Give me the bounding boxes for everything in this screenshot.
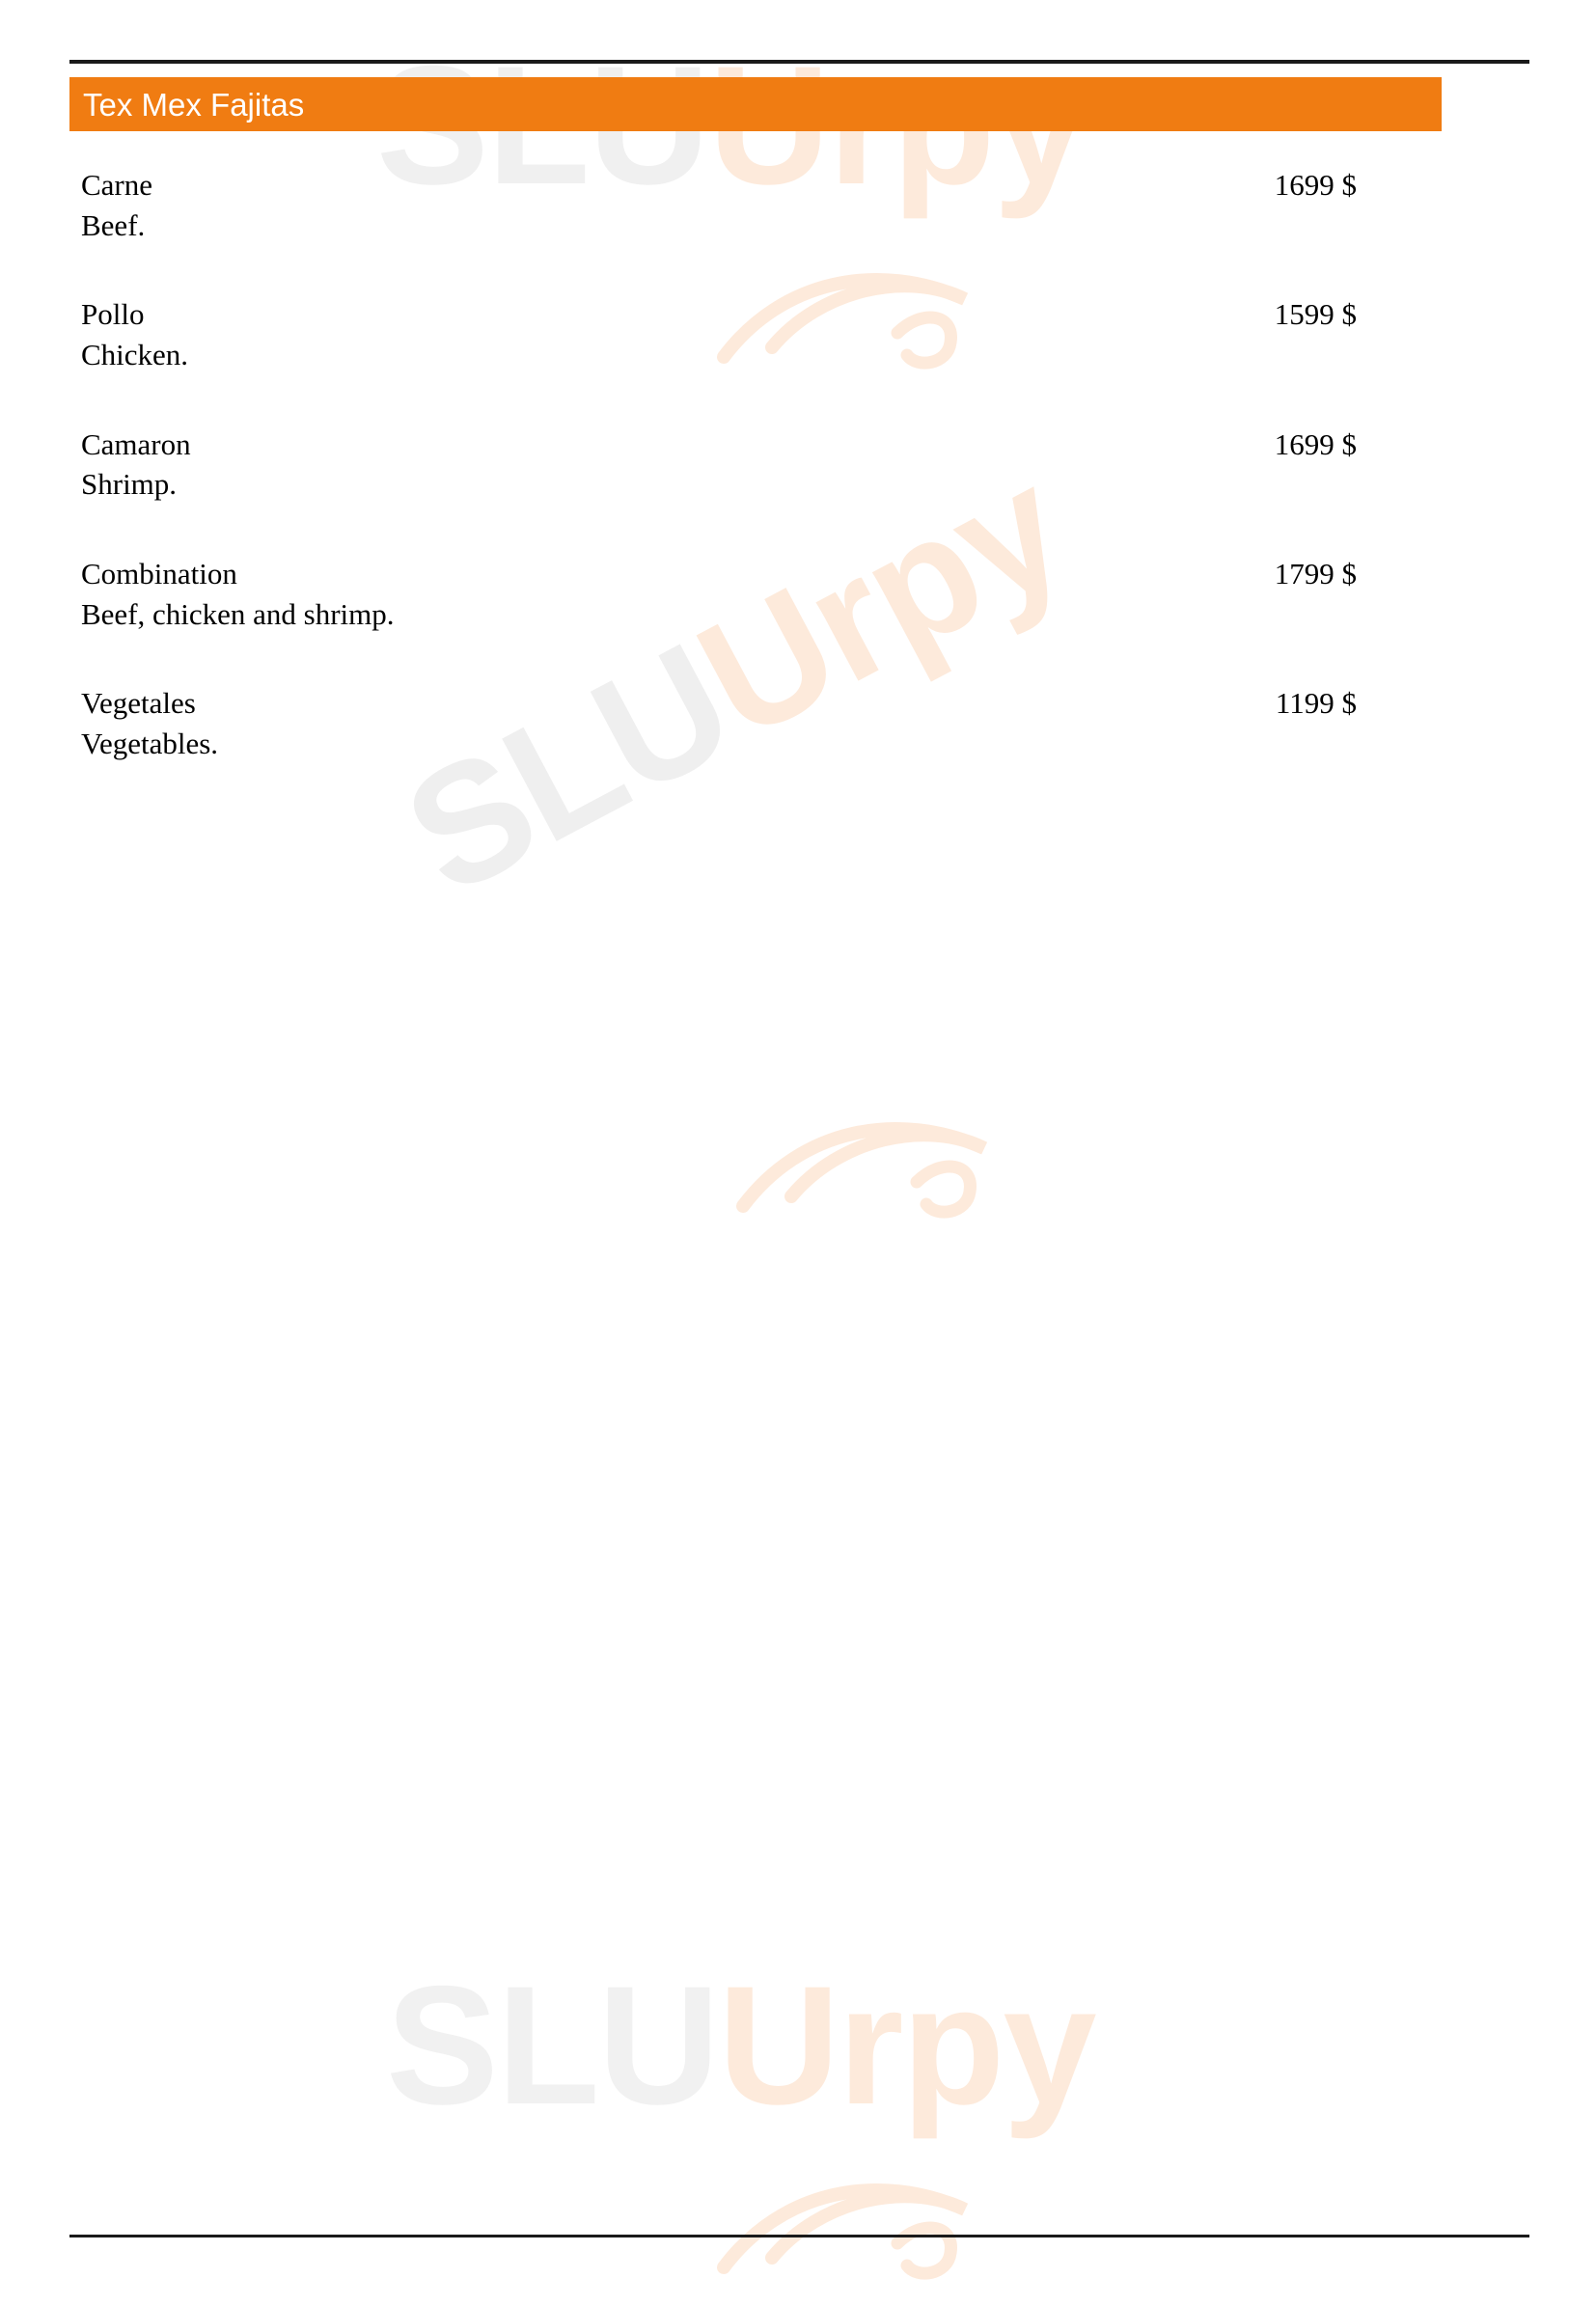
menu-item: [81, 426, 1374, 504]
menu-item-description: Beef, chicken and shrimp.: [81, 596, 395, 631]
menu-item-name: Vegetales: [81, 686, 196, 721]
menu-list: [81, 166, 1374, 814]
menu-item: [81, 684, 1374, 762]
menu-item-name: Combination: [81, 557, 237, 591]
page-top-rule: [69, 60, 1529, 64]
menu-item-name: Pollo: [81, 297, 145, 332]
watermark-bottom: [386, 1949, 1095, 2143]
menu-item-description: Beef.: [81, 207, 146, 242]
page-bottom-rule: [69, 2235, 1529, 2237]
watermark-text-accent: Urpy: [718, 1952, 1095, 2140]
watermark-text-plain: SLU: [377, 609, 759, 931]
menu-item-price: 1199 $: [1275, 686, 1357, 721]
menu-item-price: 1699 $: [1274, 426, 1357, 461]
menu-item-name: Carne: [81, 168, 153, 202]
menu-item: [81, 166, 1374, 244]
menu-item: [81, 555, 1374, 633]
menu-item: [81, 295, 1374, 373]
menu-item-description: Chicken.: [81, 338, 189, 372]
menu-item-description: Vegetables.: [81, 727, 219, 761]
menu-item-price: 1699 $: [1274, 168, 1357, 202]
menu-item-price: 1799 $: [1274, 557, 1357, 591]
menu-item-name: Camaron: [81, 426, 191, 461]
menu-item-description: Shrimp.: [81, 467, 178, 502]
watermark-swirl-icon: [733, 1090, 1023, 1245]
section-header: [69, 77, 1442, 131]
section-title: Tex Mex Fajitas: [83, 86, 305, 123]
watermark-text-plain: SLU: [386, 1952, 718, 2140]
menu-item-price: 1599 $: [1274, 297, 1357, 332]
watermark-text-accent: Urpy: [671, 431, 1092, 776]
watermark-swirl-icon: [714, 2152, 1004, 2306]
